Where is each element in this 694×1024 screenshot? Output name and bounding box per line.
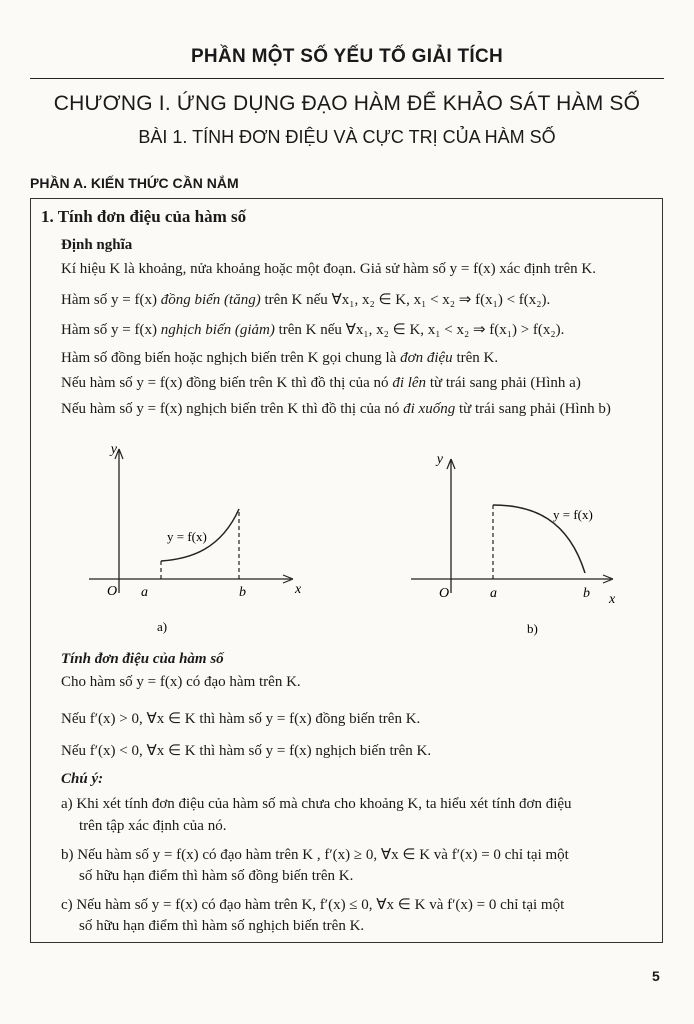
note-a-line-1: a) Khi xét tính đơn điệu của hàm số mà chưa cho khoảng K, ta hiểu xét tính đơn điệu bbox=[61, 796, 572, 812]
note-b-line-2: số hữu hạn điểm thì hàm số đồng biến trên K. bbox=[79, 868, 354, 884]
line4-part-c: trên K. bbox=[452, 350, 499, 366]
monotonic-line-3: Nếu f′(x) < 0, ∀x ∈ K thì hàm số y = f(x) nghịch biến trên K. bbox=[61, 743, 432, 759]
x-label: x bbox=[609, 592, 616, 607]
caption-b: b) bbox=[527, 621, 538, 636]
line2-part-c: trên K nếu ∀x₁, x₂ ∈ K, x₁ < x₂ ⇒ f(x₁) < f(x₂). bbox=[260, 292, 551, 308]
origin-label: O bbox=[439, 586, 450, 601]
note-b-line-1: b) Nếu hàm số y = f(x) có đạo hàm trên K , f′(x) ≥ 0, ∀x ∈ K và f′(x) = 0 chỉ tại một bbox=[61, 847, 569, 863]
definition-line-1: Kí hiệu K là khoảng, nửa khoảng hoặc một đoạn. Giả sử hàm số y = f(x) xác định trên K. bbox=[61, 261, 597, 277]
note-c-line-1: c) Nếu hàm số y = f(x) có đạo hàm trên K, f′(x) ≤ 0, ∀x ∈ K và f′(x) = 0 chỉ tại một bbox=[61, 897, 565, 913]
b-label: b bbox=[583, 586, 590, 601]
line3-part-a: Hàm số y = f(x) bbox=[61, 322, 161, 338]
line2-term: đồng biến (tăng) bbox=[160, 292, 261, 308]
monotonic-line-1: Cho hàm số y = f(x) có đạo hàm trên K. bbox=[61, 674, 301, 690]
definition-line-4 bbox=[61, 350, 498, 367]
note-c-line-2: số hữu hạn điểm thì hàm số nghịch biến trên K. bbox=[79, 918, 365, 934]
line4-term: đơn điệu bbox=[400, 350, 453, 366]
line3-term: nghịch biến (giảm) bbox=[160, 322, 275, 338]
monotonic-line-2: Nếu f′(x) > 0, ∀x ∈ K thì hàm số y = f(x) đồng biến trên K. bbox=[61, 711, 421, 727]
x-label: x bbox=[295, 582, 302, 597]
figure-a bbox=[81, 441, 311, 641]
curve-label: y = f(x) bbox=[553, 507, 593, 522]
section-heading: PHẦN A. KIẾN THỨC CẦN NẮM bbox=[30, 175, 239, 191]
line2-part-a: Hàm số y = f(x) bbox=[61, 292, 161, 308]
line5-part-c: từ trái sang phải (Hình a) bbox=[426, 375, 581, 391]
title-rule bbox=[30, 78, 664, 79]
origin-label: O bbox=[107, 584, 118, 599]
line5-part-a: Nếu hàm số y = f(x) đồng biến trên K thì đồ thị của nó bbox=[61, 375, 393, 391]
definition-line-6 bbox=[61, 401, 611, 418]
a-label: a bbox=[490, 586, 497, 601]
note-title: Chú ý: bbox=[61, 771, 104, 787]
definition-line-3 bbox=[61, 320, 564, 339]
b-label: b bbox=[239, 585, 246, 600]
curve-label: y = f(x) bbox=[167, 529, 207, 544]
y-label: y bbox=[436, 452, 443, 467]
monotonic-title: Tính đơn điệu của hàm số bbox=[61, 651, 224, 667]
y-label: y bbox=[110, 442, 117, 457]
line3-part-c: trên K nếu ∀x₁, x₂ ∈ K, x₁ < x₂ ⇒ f(x₁) > f(x₂). bbox=[274, 322, 565, 338]
definition-line-5 bbox=[61, 375, 581, 392]
definition-line-2 bbox=[61, 290, 550, 309]
box-heading: 1. Tính đơn điệu của hàm số bbox=[41, 207, 247, 226]
knowledge-box bbox=[30, 198, 663, 943]
line6-term: đi xuống bbox=[403, 401, 456, 417]
line6-part-c: từ trái sang phải (Hình b) bbox=[455, 401, 611, 417]
lesson-title: BÀI 1. TÍNH ĐƠN ĐIỆU VÀ CỰC TRỊ CỦA HÀM SỐ bbox=[138, 127, 556, 147]
caption-a: a) bbox=[157, 619, 168, 634]
figure-b bbox=[403, 441, 623, 641]
note-a-line-2: trên tập xác định của nó. bbox=[79, 818, 227, 834]
line4-part-a: Hàm số đồng biến hoặc nghịch biến trên K gọi chung là bbox=[61, 350, 401, 366]
part-title: PHẦN MỘT SỐ YẾU TỐ GIẢI TÍCH bbox=[190, 46, 504, 67]
line6-part-a: Nếu hàm số y = f(x) nghịch biến trên K thì đồ thị của nó bbox=[61, 401, 404, 417]
chapter-title: CHƯƠNG I. ỨNG DỤNG ĐẠO HÀM ĐỂ KHẢO SÁT HÀM SỐ bbox=[53, 92, 641, 115]
definition-title: Định nghĩa bbox=[61, 237, 133, 253]
a-label: a bbox=[141, 585, 148, 600]
line5-term: đi lên bbox=[392, 375, 427, 391]
page-number: 5 bbox=[652, 968, 660, 984]
